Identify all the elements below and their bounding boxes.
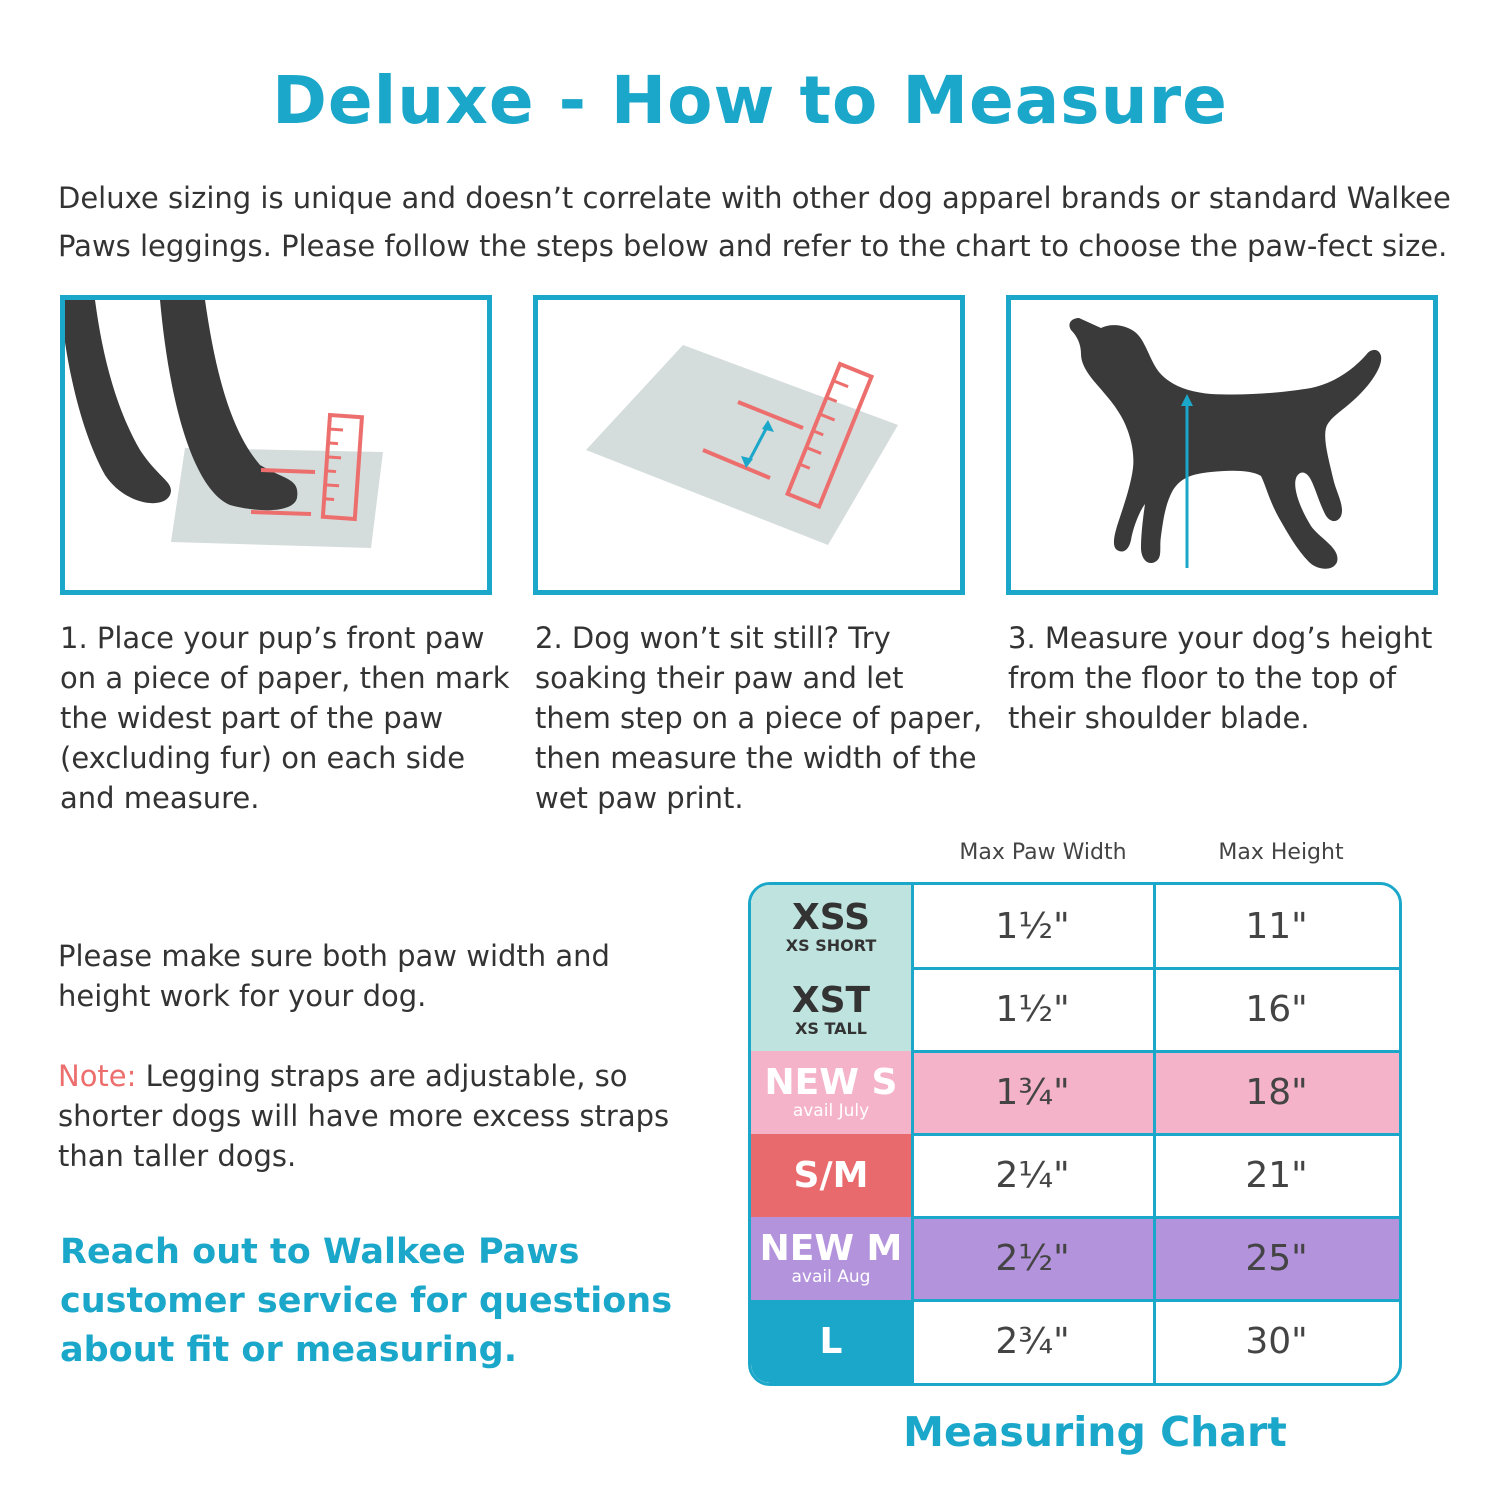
step-3-text: 3. Measure your dog’s height from the floor to the top of their shoulder blade.	[1008, 621, 1433, 735]
step-1-illustration	[60, 295, 492, 595]
paw-width-value: 2¾"	[995, 1321, 1070, 1362]
both-measure-note: Please make sure both paw width and height work for your dog.	[58, 939, 610, 1013]
size-name: XST	[791, 979, 871, 1021]
step-1-text: 1. Place your pup’s front paw on a piece of paper, then mark the widest part of the paw (excluding fur) on each side and measure.	[60, 621, 510, 815]
size-subtitle: avail Aug	[791, 1267, 871, 1287]
note-text: Legging straps are adjustable, so shorter dogs will have more excess straps than taller dogs.	[58, 1059, 670, 1173]
size-subtitle: XS SHORT	[785, 935, 877, 955]
size-label-cell	[751, 1134, 911, 1217]
height-value: 11"	[1245, 906, 1308, 947]
dog-leg-back	[65, 300, 171, 503]
table-row	[751, 1051, 1399, 1134]
chart-title: Measuring Chart	[903, 1408, 1287, 1456]
paw-on-paper-illustration	[65, 300, 487, 590]
page-title: Deluxe - How to Measure	[272, 62, 1228, 139]
measuring-chart-table	[748, 882, 1402, 1386]
table-row	[751, 1134, 1399, 1217]
size-name: XSS	[792, 896, 870, 938]
table-row	[751, 1217, 1399, 1300]
column-divider	[911, 885, 914, 1383]
size-label-cell	[751, 1051, 911, 1134]
column-header-paw-width: Max Paw Width	[959, 840, 1127, 865]
table-row	[751, 1300, 1399, 1383]
size-name: L	[819, 1320, 843, 1362]
paw-width-value: 1½"	[995, 906, 1070, 947]
height-value: 25"	[1245, 1238, 1308, 1279]
step-2-text: 2. Dog won’t sit still? Try soaking their paw and let them step on a piece of paper, then measure the width of the wet paw print.	[535, 621, 983, 815]
height-value: 21"	[1245, 1155, 1308, 1196]
size-label-cell	[751, 1300, 911, 1383]
column-header-height: Max Height	[1218, 840, 1344, 865]
size-subtitle: avail July	[792, 1101, 870, 1121]
table-row	[751, 968, 1399, 1051]
mark-line-bottom	[251, 512, 311, 514]
size-label-cell	[751, 885, 911, 968]
mark-line-top	[261, 470, 315, 472]
paw-width-value: 1½"	[995, 989, 1070, 1030]
paw-width-value: 1¾"	[995, 1072, 1070, 1113]
size-subtitle: XS TALL	[795, 1018, 867, 1038]
dog-height-illustration	[1011, 300, 1433, 590]
note-label: Note:	[58, 1059, 137, 1093]
step-3-illustration	[1006, 295, 1438, 595]
height-value: 30"	[1245, 1321, 1308, 1362]
size-label-cell	[751, 1217, 911, 1300]
paw-width-value: 2½"	[995, 1238, 1070, 1279]
size-name: NEW S	[764, 1062, 898, 1103]
wet-paw-print-illustration	[538, 300, 960, 590]
height-value: 18"	[1245, 1072, 1308, 1113]
paw-width-value: 2¼"	[995, 1155, 1070, 1196]
size-label-cell	[751, 968, 911, 1051]
dog-silhouette-icon	[1069, 318, 1381, 569]
customer-service-cta: Reach out to Walkee Paws customer service for questions about fit or measuring.	[60, 1232, 673, 1370]
column-divider	[1153, 885, 1156, 1383]
strap-note	[58, 1056, 698, 1176]
table-row	[751, 885, 1399, 968]
height-value: 16"	[1245, 989, 1308, 1030]
size-name: NEW M	[759, 1228, 903, 1269]
paper-sheet	[586, 345, 898, 545]
size-name: S/M	[793, 1154, 869, 1196]
step-2-illustration	[533, 295, 965, 595]
intro-text: Deluxe sizing is unique and doesn’t correlate with other dog apparel brands or standard Walkee Paws leggings. Please follow the steps below and refer to the chart to choose the paw-fect size.	[58, 181, 1451, 263]
